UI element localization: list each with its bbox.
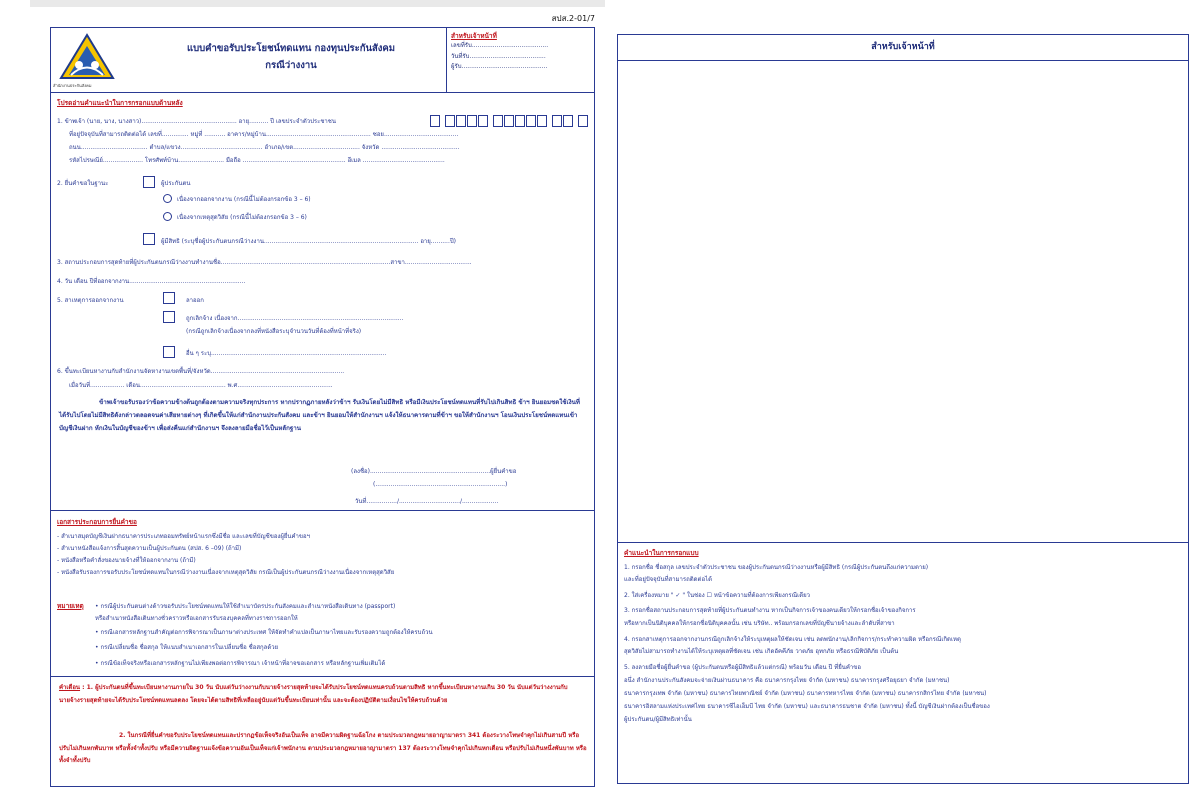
- instruction-line: สุดวิสัยไม่สามารถทำงานได้ให้ระบุเหตุผลที่ชัดเจน เช่น เกิดอัคคีภัย วาตภัย อุทกภัย หรือธรณีพิบัติภัย เป็นต้น: [624, 648, 899, 655]
- note-item: • กรณีเอกสารหลักฐานสำคัญต่อการพิจารณาเป็นภาษาต่างประเทศ ให้จัดทำคำแปลเป็นภาษาไทยและรับรองความถูกต้องให้ครบถ้วน: [95, 629, 433, 636]
- officer-box: [446, 28, 596, 92]
- citizen-id-boxes[interactable]: [430, 115, 589, 126]
- insured-checkbox[interactable]: [143, 176, 155, 188]
- instruction-line: ธนาคารกรุงเทพ จำกัด (มหาชน) ธนาคารไทยพาณิชย์ จำกัด (มหาชน) ธนาคารทหารไทย จำกัด (มหาชน) ธนาคารกสิกรไทย จำกัด (มหาชน): [624, 690, 987, 697]
- form-frame: [50, 27, 595, 787]
- warning-text-2: 2. ในกรณีที่ยื่นคำขอรับประโยชน์ทดแทนและปรากฏข้อเท็จจริงอันเป็นเท็จ อาจมีความผิดฐานฉ้อโกง ตามประมวลกฎหมายอาญามาตรา 341 ต้องระวางโทษจำคุกไม่เกินสามปี หรือปรับไม่เกินหกพันบาท หรือทั้งจำทั้งปรับ หรือมีความผิดฐานแจ้งข้อความอันเป็นเท็จแก่เจ้าพนักงาน ตามประมวลกฎหมายอาญามาตรา 137 ต้องระวางโทษจำคุกไม่เกินหกเดือน หรือปรับไม่เกินหนึ่งพันบาท หรือทั้งจำทั้งปรับ: [59, 732, 587, 764]
- field-5-dismissed[interactable]: ถูกเลิกจ้าง เนื่องจาก.......................................................................................: [186, 315, 404, 322]
- signature-line[interactable]: (ลงชื่อ)...............................................................ผู้ยื่นคำขอ: [351, 468, 517, 475]
- section-divider: [51, 510, 594, 511]
- instruction-line: หรือหากเป็นนิติบุคคลให้กรอกชื่อนิติบุคคลนั้น เช่น บริษัท.. พร้อมกรอกเลขที่บัญชีนายจ้างและลำดับที่สาขา: [624, 620, 895, 627]
- field-5-label: 5. สาเหตุการออกจากงาน: [57, 297, 124, 304]
- warning-body-1: : 1. ผู้ประกันตนที่ขึ้นทะเบียนหางานภายใน 30 วัน นับแต่วันว่างงานกับนายจ้างรายสุดท้ายจะได้รับประโยชน์ทดแทนครบถ้วนตามสิทธิ หากขึ้นทะเบียนหางานเกิน 30 วัน นับแต่วันว่างงานกับนายจ้างรายสุดท้ายจะได้รับประโยชน์ทดแทนลดลง โดยจะได้ตามสิทธิที่เหลืออยู่นับแต่วันขึ้นทะเบียนเท่านั้น และจะต้องปฏิบัติตามเงื่อนไขให้ครบถ้วนด้วย: [59, 684, 568, 704]
- resign-checkbox[interactable]: [163, 292, 175, 304]
- field-1-contact[interactable]: รหัสไปรษณีย์..................... โทรศัพท์บ้าน........................ มือถือ ...................................................... อีเมล ...........................................: [69, 157, 445, 164]
- instruction-line: ธนาคารอิสลามแห่งประเทศไทย ธนาคารซีไอเอ็มบี ไทย จำกัด (มหาชน) และธนาคารธนชาต จำกัด (มหาชน) ทั้งนี้ บัญชีเงินฝากต้องเป็นชื่อของ: [624, 703, 990, 710]
- field-5-other[interactable]: อื่น ๆ ระบุ............................................................................................: [186, 350, 387, 357]
- back-instructions-heading: คำแนะนำในการกรอกแบบ: [624, 549, 699, 557]
- officer-heading: สำหรับเจ้าหน้าที่: [451, 32, 497, 40]
- field-5-dismissed-note: (กรณีถูกเลิกจ้างเนื่องจากลงที่หนังสือระบุจำนวนวันที่ต้องที่หน้าที่จริง): [186, 328, 362, 335]
- instruction-line: และที่อยู่ปัจจุบันที่สามารถติดต่อได้: [624, 576, 712, 583]
- warning-heading: คำเตือน: [59, 684, 81, 691]
- field-2-sub2: เนื่องจากเหตุสุดวิสัย (กรณีนี้ไม่ต้องกรอกข้อ 3 – 6): [177, 214, 307, 221]
- signature-name[interactable]: (....................................................................): [373, 481, 508, 488]
- field-5-resign: ลาออก: [186, 297, 204, 304]
- field-1-name[interactable]: 1. ข้าพเจ้า (นาย, นาง, นางสาว).................................................. อายุ.......... ปี เลขประจำตัวประชาชน: [57, 118, 336, 125]
- doc-item: - หนังสือหรือคำสั่งของนายจ้างที่ให้ออกจากงาน (ถ้ามี): [57, 557, 196, 564]
- back-divider: [618, 542, 1188, 543]
- field-2-label: 2. ยื่นคำขอในฐานะ: [57, 180, 109, 187]
- sso-logo-icon: [57, 32, 117, 86]
- dismissed-checkbox[interactable]: [163, 311, 175, 323]
- note-item: หรือสำเนาหนังสือเดินทางชั่วคราวหรือเอกสารรับรองบุคคลที่ทางราชการออกให้: [95, 615, 298, 622]
- form-subtitle: กรณีว่างงาน: [265, 60, 317, 71]
- documents-heading: เอกสารประกอบการยื่นคำขอ: [57, 518, 137, 526]
- instructions-heading: โปรดอ่านคำแนะนำในการกรอกแบบด้านหลัง: [57, 99, 183, 107]
- top-shade: [30, 0, 605, 7]
- instruction-line: ผู้ประกันตน/ผู้มีสิทธิเท่านั้น: [624, 716, 692, 723]
- field-1-road[interactable]: ถนน................................... ตำบล/แขวง........................................... อำเภอ/เขต................................... จังหวัด .........................................: [69, 144, 460, 151]
- section-divider: [51, 676, 594, 677]
- reason-leave-radio[interactable]: [163, 194, 172, 203]
- instruction-line: อนึ่ง สำนักงานประกันสังคมจะจ่ายเงินผ่านธนาคาร คือ ธนาคารกรุงไทย จำกัด (มหาชน) ธนาคารกรุงศรีอยุธยา จำกัด (มหาชน): [624, 677, 950, 684]
- notes-heading: หมายเหตุ: [57, 602, 84, 610]
- form-code: สปส.2-01/7: [551, 14, 595, 23]
- signature-date[interactable]: วันที่................/................................/...................: [355, 498, 499, 505]
- field-2-entitled[interactable]: ผู้มีสิทธิ (ระบุชื่อผู้ประกันตนกรณีว่างงาน................................................................................. อายุ..........ปี): [161, 238, 457, 245]
- warning-text-1: [59, 682, 587, 707]
- field-2-sub1: เนื่องจากออกจากงาน (กรณีนี้ไม่ต้องกรอกข้อ 3 – 6): [177, 196, 311, 203]
- field-1-address[interactable]: ที่อยู่ปัจจุบันที่สามารถติดต่อได้ เลขที่.............. หมู่ที่ ........... อาคาร/หมู่บ้าน....................................................... ซอย.......................................: [69, 131, 459, 138]
- note-item: • กรณีเปลี่ยนชื่อ ชื่อสกุล ให้แนบสำเนาเอกสารในเปลี่ยนชื่อ ชื่อสกุลด้วย: [95, 644, 279, 651]
- note-item: • กรณีผู้ประกันตนต่างด้าวขอรับประโยชน์ทดแทนให้ใช้สำเนาบัตรประกันสังคมและสำเนาหนังสือเดินทาง (passport): [95, 603, 396, 610]
- field-2-insured: ผู้ประกันตน: [161, 180, 191, 187]
- field-3[interactable]: 3. สถานประกอบการสุดท้ายที่ผู้ประกันตนกรณีว่างงานทำงานชื่อ.........................................................................................สาขา...................................: [57, 259, 472, 266]
- form-title: แบบคำขอรับประโยชน์ทดแทน กองทุนประกันสังคม: [186, 43, 396, 54]
- form-back-page: [605, 0, 1200, 800]
- note-item: • กรณีข้อเท็จจริงหรือเอกสารหลักฐานไม่เพียงพอต่อการพิจารณา เจ้าหน้าที่อาจขอเอกสาร หรือหลักฐานเพิ่มเติมได้: [95, 660, 386, 667]
- form-header: [51, 28, 594, 93]
- form-front-page: [30, 0, 605, 800]
- entitled-checkbox[interactable]: [143, 233, 155, 245]
- instruction-line: 5. ลงลายมือชื่อผู้ยื่นคำขอ (ผู้ประกันตนหรือผู้มีสิทธิแล้วแต่กรณี) พร้อมวัน เดือน ปี ที่ยื่นคำขอ: [624, 664, 861, 671]
- back-frame: [617, 34, 1189, 784]
- field-4[interactable]: 4. วัน เดือน ปีที่ออกจากงาน.............................................................: [57, 278, 246, 285]
- instruction-line: 3. กรอกชื่อสถานประกอบการสุดท้ายที่ผู้ประกันตนทำงาน หากเป็นกิจการเจ้าของคนเดียวให้กรอกชื่อเจ้าของกิจการ: [624, 607, 916, 614]
- field-6-registration[interactable]: 6. ขึ้นทะเบียนหางานกับสำนักงานจัดหางานเขตพื้นที่/จังหวัด......................................................................: [57, 368, 345, 375]
- officer-notes-area[interactable]: [618, 61, 1188, 541]
- officer-received-no[interactable]: เลขที่รับ........................................: [451, 42, 549, 49]
- instruction-line: 4. กรอกสาเหตุการออกจากงานกรณีถูกเลิกจ้างให้ระบุเหตุผลให้ชัดเจน เช่น ลดพนักงาน/เลิกกิจการ/กระทำความผิด หรือกรณีเกิดเหตุ: [624, 636, 961, 643]
- instruction-line: 1. กรอกชื่อ ชื่อสกุล เลขประจำตัวประชาชน ของผู้ประกันตนกรณีว่างงานหรือผู้มีสิทธิ (กรณีผู้ประกันตนถึงแก่ความตาย): [624, 564, 929, 571]
- doc-item: - สำเนาสมุดบัญชีเงินฝากธนาคารประเภทออมทรัพย์หน้าแรกซึ่งมีชื่อ และเลขที่บัญชีของผู้ยื่นคำขอฯ: [57, 533, 310, 540]
- other-reason-checkbox[interactable]: [163, 346, 175, 358]
- back-officer-title: สำหรับเจ้าหน้าที่: [618, 35, 1188, 61]
- doc-item: - สำเนาหนังสือแจ้งการสิ้นสุดความเป็นผู้ประกันตน (สปส. 6 –09) (ถ้ามี): [57, 545, 242, 552]
- instruction-line: 2. ใส่เครื่องหมาย " ✓ " ในช่อง ☐ หน้าข้อความที่ต้องการเพียงกรณีเดียว: [624, 592, 810, 599]
- field-6-date[interactable]: เมื่อวันที่.................. เดือน............................................. พ.ศ..................................................: [69, 382, 333, 389]
- doc-item: - หนังสือรับรองการขอรับประโยชน์ทดแทนในกรณีว่างงานเนื่องจากเหตุสุดวิสัย กรณีเป็นผู้ประกันตนกรณีว่างงานเนื่องจากเหตุสุดวิสัย: [57, 569, 395, 576]
- agency-name: สำนักงานประกันสังคม: [53, 83, 92, 88]
- officer-receiver[interactable]: ผู้รับ.............................................: [451, 63, 548, 70]
- reason-force-majeure-radio[interactable]: [163, 212, 172, 221]
- declaration-text: ข้าพเจ้าขอรับรองว่าข้อความข้างต้นถูกต้องตามความจริงทุกประการ หากปรากฏภายหลังว่าข้าฯ รับเงินโดยไม่มีสิทธิ หรือมีเงินประโยชน์ทดแทนที่รับไปเกินสิทธิ ข้าฯ ยินยอมชดใช้เงินที่ได้รับไปโดยไม่มีสิทธิดังกล่าวตลอดจนค่าเสียหายต่างๆ ที่เกิดขึ้นให้แก่สำนักงานประกันสังคม และข้าฯ ยินยอมให้สำนักงานฯ แจ้งให้ธนาคารตามที่ข้าฯ ขอให้สำนักงานฯ โอนเงินประโยชน์ทดแทนเข้าบัญชีเงินฝาก หักเงินในบัญชีของข้าฯ เพื่อส่งคืนแก่สำนักงานฯ จึงลงลายมือชื่อไว้เป็นหลักฐาน: [59, 399, 580, 432]
- officer-received-date[interactable]: วันที่รับ........................................: [451, 52, 546, 60]
